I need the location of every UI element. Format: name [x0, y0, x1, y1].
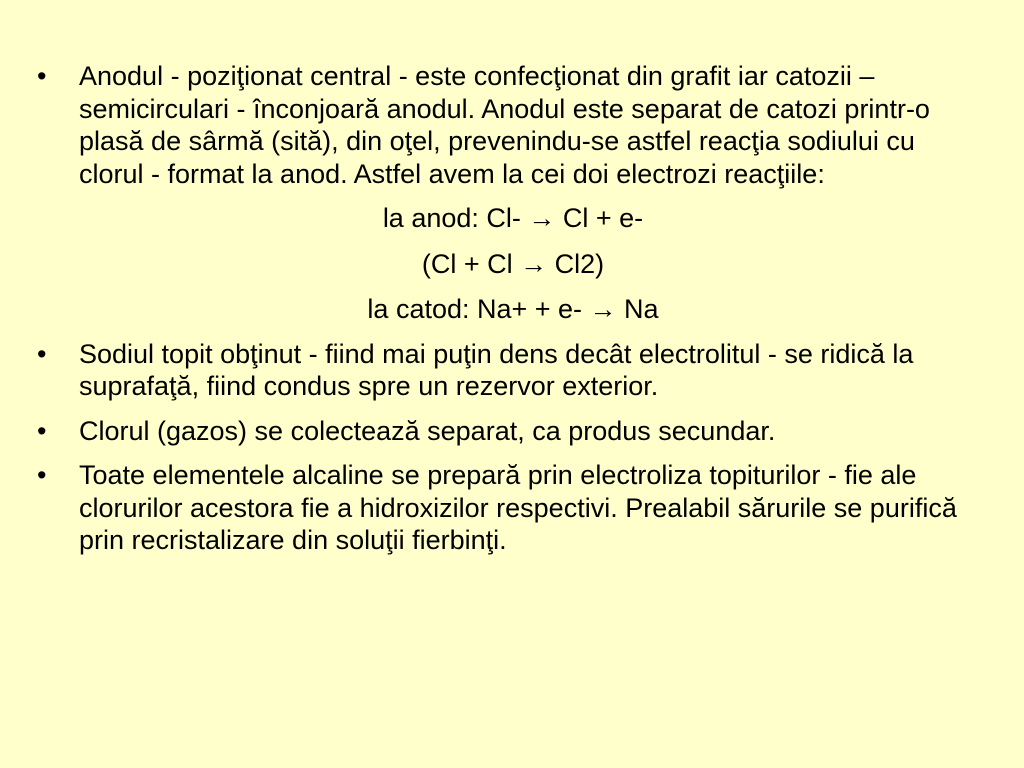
- bullet-icon: •: [37, 61, 47, 91]
- equation-anode: la anod: Cl- → Cl + e-: [382, 203, 644, 233]
- equation-cathode: la catod: Na+ + e- → Na: [367, 294, 659, 324]
- bullet-item: [0, 415, 1024, 448]
- paragraph-text: Sodiul topit obţinut - fiind mai puţin dens decât electrolitul - se ridică la suprafaţă, fiind condus spre un rezervor exterior.: [79, 338, 914, 401]
- slide-content: [0, 60, 1024, 760]
- bullet-icon: •: [37, 460, 47, 490]
- paragraph-text: Clorul (gazos) se colectează separat, ca produs secundar.: [79, 415, 776, 446]
- bullet-icon: •: [37, 338, 47, 369]
- equation-chlorine: (Cl + Cl → Cl2): [421, 248, 605, 279]
- equations-block: [0, 202, 1024, 326]
- bullet-item: [0, 60, 1024, 190]
- bullet-icon: •: [37, 415, 47, 446]
- bullet-item: [0, 459, 1024, 557]
- bullet-item: [0, 338, 1024, 403]
- paragraph-text: Toate elementele alcaline se prepară prin electroliza topiturilor - fie ale clorurilor acestora fie a hidroxizilor respectivi. Prealabil sărurile se purifică prin recristalizare din soluţii fierbinţi.: [79, 460, 957, 555]
- paragraph-text: Anodul - poziţionat central - este confecţionat din grafit iar catozii – semicirculari - înconjoară anodul. Anodul este separat de catozi printr-o plasă de sârmă (sită), din oţel, prevenindu-se astfel reacţia sodiului cu clorul - format la anod. Astfel avem la cei doi electrozi reacţiile:: [79, 61, 930, 189]
